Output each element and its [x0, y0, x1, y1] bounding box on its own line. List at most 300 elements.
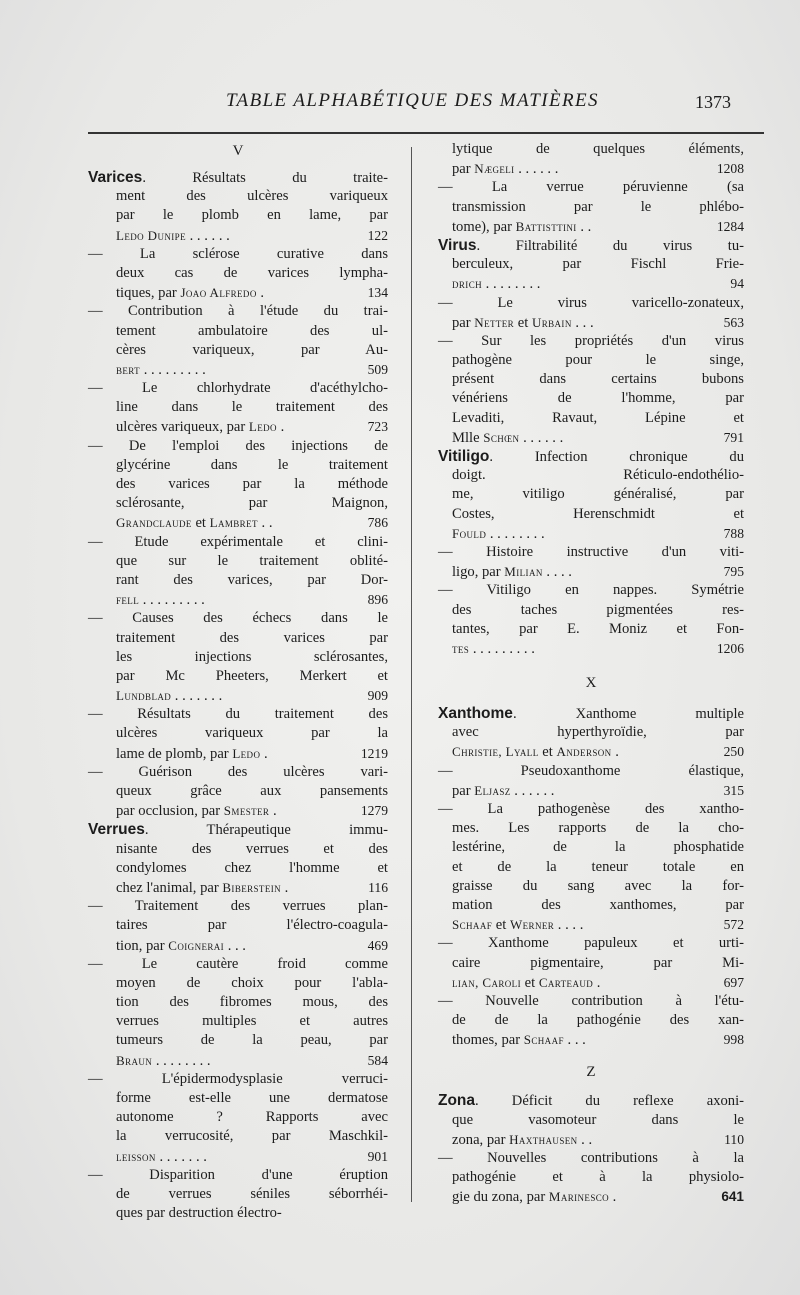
- section-letter: Z: [586, 1064, 596, 1081]
- page-reference: 788: [723, 525, 744, 541]
- entry-text: lestérine, de la phosphatide: [452, 839, 744, 856]
- page-reference: 469: [367, 937, 388, 953]
- line-text: [438, 274, 744, 294]
- entry-text: — Résultats du traitement des: [88, 706, 388, 723]
- entry-prefix: par: [452, 161, 475, 178]
- headword: Xanthome: [438, 705, 513, 723]
- index-line: [438, 581, 744, 600]
- line-text: [88, 993, 388, 1012]
- entry-text: . Filtrabilité du virus tu-: [476, 237, 744, 254]
- index-line: [88, 648, 388, 667]
- entry-text: condylomes chez l'homme et: [116, 859, 388, 876]
- line-text: [88, 590, 388, 610]
- entry-text: — Traitement des verrues plan-: [88, 898, 388, 915]
- entry-prefix: par: [452, 314, 475, 331]
- index-line: [88, 245, 388, 264]
- index-headword-entry: [438, 236, 744, 255]
- index-line: [438, 274, 744, 293]
- index-line: [88, 1127, 388, 1146]
- line-text: [438, 236, 744, 256]
- index-line: [438, 838, 744, 857]
- line-text: [438, 466, 744, 485]
- entry-text: ment des ulcères variqueux: [116, 188, 388, 205]
- line-text: [438, 992, 744, 1011]
- header-rule: [88, 132, 764, 134]
- leader-dots: . . . . . . . .: [152, 1052, 211, 1069]
- entry-text: — Etude expérimentale et clini-: [88, 533, 388, 550]
- author-name: Haxthausen: [509, 1131, 578, 1147]
- line-text: [438, 562, 744, 582]
- line-text: [438, 819, 744, 838]
- entry-prefix: chez l'animal, par: [116, 879, 223, 896]
- author-name: lian, Caroli: [452, 974, 521, 990]
- index-line: [438, 742, 744, 761]
- entry-text: — Contribution à l'étude du trai-: [88, 303, 388, 320]
- line-text: [438, 217, 744, 237]
- index-line: [438, 1030, 744, 1049]
- author-name: tes: [452, 640, 470, 656]
- spacer: [438, 1083, 744, 1091]
- line-text: [88, 302, 388, 321]
- line-text: [88, 724, 388, 743]
- author-name: Nægeli: [474, 161, 515, 177]
- entry-text: sclérosante, par Maignon,: [116, 495, 388, 512]
- line-text: [88, 859, 388, 878]
- entry-prefix: lame de plomb, par: [116, 745, 233, 762]
- page-reference: 697: [723, 974, 744, 990]
- entry-prefix: ligo, par: [452, 564, 505, 581]
- index-line: [438, 973, 744, 992]
- line-text: [88, 475, 388, 494]
- entry-prefix: par occlusion, par: [116, 803, 224, 820]
- line-text: [88, 974, 388, 993]
- index-line: [438, 1168, 744, 1187]
- index-line: [438, 332, 744, 351]
- entry-text: tement ambulatoire des ul-: [116, 322, 388, 339]
- line-text: [88, 398, 388, 417]
- index-line: [88, 916, 388, 935]
- index-line: [438, 915, 744, 934]
- entry-text: — Nouvelle contribution à l'étu-: [438, 992, 744, 1009]
- entry-text: par Mc Pheeters, Merkert et: [116, 667, 388, 684]
- author-join: et: [191, 515, 210, 532]
- author-name: Schaaf: [523, 1032, 564, 1048]
- author-name: Biberstein: [222, 879, 282, 895]
- page-reference: 723: [367, 419, 388, 435]
- entry-text: cères variqueux, par Au-: [116, 341, 388, 358]
- line-text: [438, 858, 744, 877]
- page-reference: 584: [367, 1052, 388, 1068]
- line-text: [88, 206, 388, 225]
- entry-text: que sur le traitement oblité-: [116, 552, 388, 569]
- page-reference: 795: [723, 564, 744, 580]
- line-text: [438, 1030, 744, 1050]
- line-text: [88, 1108, 388, 1127]
- line-text: [88, 456, 388, 475]
- author-name: Eljasz: [474, 782, 511, 798]
- leader-dots: . . . . . .: [514, 161, 559, 178]
- index-line: [88, 955, 388, 974]
- line-text: [88, 187, 388, 206]
- author-name: Ledo: [248, 419, 277, 435]
- line-text: [438, 723, 744, 742]
- author-name: fell: [116, 592, 140, 608]
- left-column: [88, 140, 388, 1223]
- line-text: [88, 878, 388, 898]
- entry-text: verrues multiples et autres: [116, 1013, 388, 1030]
- entry-text: que vasomoteur dans le: [452, 1111, 744, 1128]
- index-line: [438, 762, 744, 781]
- page-reference: 94: [730, 276, 744, 292]
- page-reference: 563: [723, 314, 744, 330]
- line-text: [438, 351, 744, 370]
- entry-prefix: zona, par: [452, 1131, 510, 1148]
- line-text: [88, 1051, 388, 1071]
- index-line: [88, 705, 388, 724]
- index-line: [438, 639, 744, 658]
- index-line: [438, 409, 744, 428]
- index-line: [88, 513, 388, 532]
- index-line: [438, 1187, 744, 1206]
- author-name: leisson: [116, 1148, 156, 1164]
- index-headword-entry: [88, 820, 388, 839]
- index-line: [88, 437, 388, 456]
- entry-text: . Infection chronique du: [489, 449, 744, 465]
- author-name: drich: [452, 276, 483, 292]
- leader-dots: . . . . . . . .: [482, 276, 541, 293]
- author-name: Marinesco: [548, 1189, 610, 1205]
- entry-text: lytique de quelques éléments,: [452, 141, 744, 157]
- index-line: [88, 667, 388, 686]
- entry-text: — La sclérose curative dans: [88, 245, 388, 262]
- entry-text: — De l'emploi des injections de: [88, 437, 388, 454]
- line-text: [438, 877, 744, 896]
- entry-prefix: ulcères variqueux, par: [116, 419, 249, 436]
- index-line: [88, 1185, 388, 1204]
- page-reference: 909: [367, 688, 388, 704]
- line-text: [88, 571, 388, 590]
- entry-text: vénériens de l'homme, par: [452, 390, 744, 407]
- entry-prefix: tome), par: [452, 218, 516, 235]
- page-reference: 134: [367, 285, 388, 301]
- index-line: [88, 1108, 388, 1127]
- line-text: [88, 226, 388, 246]
- index-line: [88, 187, 388, 206]
- entry-text: — L'épidermodysplasie verruci-: [88, 1070, 388, 1087]
- index-line: [438, 140, 744, 159]
- line-text: [438, 428, 744, 448]
- index-line: [438, 896, 744, 915]
- line-text: [88, 782, 388, 801]
- index-line: [438, 877, 744, 896]
- line-text: [88, 1127, 388, 1146]
- index-line: [88, 1051, 388, 1070]
- line-text: [88, 379, 388, 398]
- page-reference: 791: [723, 429, 744, 445]
- index-line: [88, 897, 388, 916]
- entry-text: des varices par la méthode: [116, 476, 388, 492]
- line-text: [438, 1011, 744, 1030]
- line-text: [88, 897, 388, 916]
- entry-text: de de la pathogénie des xan-: [452, 1012, 744, 1029]
- entry-prefix: gie du zona, par: [452, 1189, 549, 1206]
- entry-text: forme est-elle une dermatose: [116, 1090, 388, 1106]
- index-line: [88, 1031, 388, 1050]
- line-text: [438, 954, 744, 973]
- index-line: [88, 417, 388, 436]
- entry-prefix: tion, par: [116, 937, 169, 954]
- index-line: [438, 178, 744, 197]
- entry-text: rant des varices, par Dor-: [116, 571, 388, 588]
- line-text: [88, 283, 388, 303]
- page-reference: 1219: [360, 745, 388, 761]
- index-line: [88, 533, 388, 552]
- line-text: [438, 915, 744, 935]
- leader-dots: .: [593, 974, 601, 991]
- entry-text: line dans le traitement des: [116, 399, 388, 416]
- line-text: [438, 973, 744, 993]
- entry-text: . Résultats du traite-: [142, 170, 388, 186]
- line-text: [438, 505, 744, 524]
- index-line: [88, 1166, 388, 1185]
- index-line: [438, 217, 744, 236]
- index-line: [438, 159, 744, 178]
- index-line: [438, 351, 744, 370]
- page-reference: 572: [723, 917, 744, 933]
- page-reference: 315: [723, 782, 744, 798]
- index-line: [88, 475, 388, 494]
- entry-text: mation des xanthomes, par: [452, 896, 744, 913]
- entry-text: — Pseudoxanthome élastique,: [438, 762, 744, 779]
- page-reference: 786: [367, 515, 388, 531]
- index-line: [438, 505, 744, 524]
- line-text: [88, 1012, 388, 1031]
- page-reference: 1279: [360, 803, 388, 819]
- entry-prefix: tiques, par: [116, 285, 181, 302]
- entry-text: Costes, Herenschmidt et: [452, 505, 744, 522]
- entry-text: doigt. Réticulo-endothélio-: [452, 467, 744, 484]
- author-name: Ledo: [232, 745, 261, 761]
- entry-text: ulcères variqueux par la: [116, 725, 388, 742]
- index-line: [438, 800, 744, 819]
- index-line: [88, 974, 388, 993]
- line-text: [88, 1147, 388, 1167]
- leader-dots: .: [611, 744, 619, 761]
- index-line: [438, 466, 744, 485]
- entry-text: Levaditi, Ravaut, Lépine et: [452, 409, 744, 426]
- entry-text: tumeurs de la peau, par: [116, 1032, 388, 1049]
- entry-text: caire pigmentaire, par Mi-: [452, 954, 744, 971]
- index-line: [438, 198, 744, 217]
- page-number: 1373: [695, 92, 731, 112]
- leader-dots: . . . . . . . . .: [140, 361, 206, 378]
- spacer: [438, 694, 744, 704]
- entry-text: — La verrue péruvienne (sa: [438, 179, 744, 196]
- index-headword-entry: [438, 704, 744, 723]
- entry-text: la verrucosité, par Maschkil-: [116, 1128, 388, 1145]
- author-name: Grandclaude: [116, 515, 192, 531]
- line-text: [88, 494, 388, 513]
- line-text: [438, 620, 744, 639]
- line-text: [438, 524, 744, 544]
- leader-dots: . . . . . .: [519, 429, 564, 446]
- index-line: [88, 1012, 388, 1031]
- line-text: [438, 896, 744, 915]
- index-line: [88, 1147, 388, 1166]
- line-text: [88, 341, 388, 360]
- line-text: [438, 447, 744, 467]
- entry-text: des taches pigmentées res-: [452, 601, 744, 618]
- leader-dots: .: [269, 803, 277, 820]
- leader-dots: .: [256, 285, 265, 302]
- leader-dots: . . . . . . . .: [486, 525, 545, 542]
- index-line: [88, 782, 388, 801]
- page-reference: 1284: [716, 218, 744, 234]
- index-line: [88, 206, 388, 225]
- index-line: [88, 283, 388, 302]
- index-line: [438, 601, 744, 620]
- line-text: [438, 838, 744, 857]
- entry-text: — Le virus varicello-zonateux,: [438, 294, 744, 311]
- index-line: [88, 590, 388, 609]
- right-column: [438, 140, 744, 1207]
- leader-dots: . .: [576, 218, 592, 235]
- line-text: [88, 322, 388, 341]
- spacer: [438, 658, 744, 672]
- entry-text: — Causes des échecs dans le: [88, 610, 388, 627]
- line-text: [88, 437, 388, 456]
- line-text: [438, 800, 744, 819]
- line-text: [88, 686, 388, 706]
- index-headword-entry: [88, 168, 388, 187]
- leader-dots: . .: [257, 515, 273, 532]
- index-line: [438, 428, 744, 447]
- line-text: [438, 1130, 744, 1150]
- line-text: [438, 1111, 744, 1130]
- index-line: [438, 781, 744, 800]
- index-line: [438, 723, 744, 742]
- line-text: [88, 552, 388, 571]
- line-text: [88, 1185, 388, 1204]
- entry-text: . Thérapeutique immu-: [144, 822, 388, 839]
- index-line: [438, 992, 744, 1011]
- index-line: [438, 255, 744, 274]
- line-text: [88, 955, 388, 974]
- headword: Varices: [88, 169, 143, 186]
- author-name: Werner: [509, 917, 555, 933]
- leader-dots: .: [276, 419, 285, 436]
- leader-dots: . . .: [224, 937, 246, 954]
- line-text: [438, 1187, 744, 1207]
- line-text: [438, 581, 744, 600]
- line-text: [438, 543, 744, 562]
- line-text: [438, 313, 744, 333]
- author-name: Carteaud: [538, 974, 594, 990]
- entry-text: traitement des varices par: [116, 629, 388, 646]
- author-name: Christie, Lyall: [452, 744, 539, 760]
- author-name: Netter: [474, 314, 515, 330]
- author-name: Schaaf: [452, 917, 493, 933]
- page-reference: 110: [724, 1131, 744, 1147]
- line-text: [88, 744, 388, 764]
- line-text: [438, 1091, 744, 1111]
- entry-text: ques par destruction électro-: [116, 1205, 282, 1222]
- line-text: [88, 629, 388, 648]
- leader-dots: . . . . . . . . .: [139, 592, 205, 609]
- entry-prefix: Mlle: [452, 429, 484, 446]
- line-text: [438, 781, 744, 801]
- entry-text: et de la teneur totale en: [452, 858, 744, 875]
- index-line: [88, 1089, 388, 1108]
- index-line: [438, 858, 744, 877]
- page-reference: 1206: [716, 640, 744, 656]
- index-line: [438, 485, 744, 504]
- line-text: [88, 801, 388, 821]
- index-line: [438, 524, 744, 543]
- spacer: [438, 1049, 744, 1061]
- entry-text: taires par l'électro-coagula-: [116, 917, 388, 934]
- running-title: TABLE ALPHABÉTIQUE DES MATIÈRES: [226, 90, 599, 111]
- author-name: Urbain: [531, 314, 572, 330]
- line-text: [88, 1070, 388, 1089]
- index-line: [88, 763, 388, 782]
- page-reference: 901: [367, 1148, 388, 1164]
- index-line: [88, 724, 388, 743]
- author-name: Schœn: [483, 429, 520, 445]
- entry-text: — Guérison des ulcères vari-: [88, 763, 388, 780]
- index-line: [88, 341, 388, 360]
- line-text: [88, 168, 388, 188]
- index-line: [88, 878, 388, 897]
- line-text: [88, 360, 388, 380]
- index-line: [438, 819, 744, 838]
- entry-text: . Xanthome multiple: [512, 706, 744, 723]
- line-text: [438, 294, 744, 313]
- index-line: [438, 934, 744, 953]
- index-line: [438, 1111, 744, 1130]
- entry-text: — Le chlorhydrate d'acéthylcho-: [88, 380, 388, 397]
- index-line: [88, 360, 388, 379]
- entry-text: mes. Les rapports de la cho-: [452, 820, 744, 837]
- index-headword-entry: [438, 1091, 744, 1110]
- entry-text: transmission par le phlébo-: [452, 198, 744, 215]
- entry-text: tion des fibromes mous, des: [116, 994, 388, 1011]
- entry-text: pathogénie et à la physiolo-: [452, 1169, 744, 1186]
- page-reference: 1208: [716, 161, 744, 177]
- index-line: [88, 494, 388, 513]
- index-line: [88, 629, 388, 648]
- section-letter: V: [232, 143, 244, 159]
- index-line: [88, 609, 388, 628]
- line-text: [438, 601, 744, 620]
- index-line: [88, 322, 388, 341]
- line-text: [438, 140, 744, 159]
- index-line: [88, 552, 388, 571]
- line-text: [438, 934, 744, 953]
- index-line: [88, 936, 388, 955]
- author-name: Coignerai: [168, 937, 225, 953]
- page-reference: 896: [367, 592, 388, 608]
- headword: Vitiligo: [438, 448, 490, 465]
- author-name: Smester: [223, 803, 270, 819]
- index-line: [438, 620, 744, 639]
- index-line: [88, 456, 388, 475]
- line-text: [438, 762, 744, 781]
- entry-text: par le plomb en lame, par: [116, 207, 388, 224]
- headword: Zona: [438, 1092, 476, 1110]
- column-divider: [411, 147, 412, 1202]
- index-line: [438, 370, 744, 389]
